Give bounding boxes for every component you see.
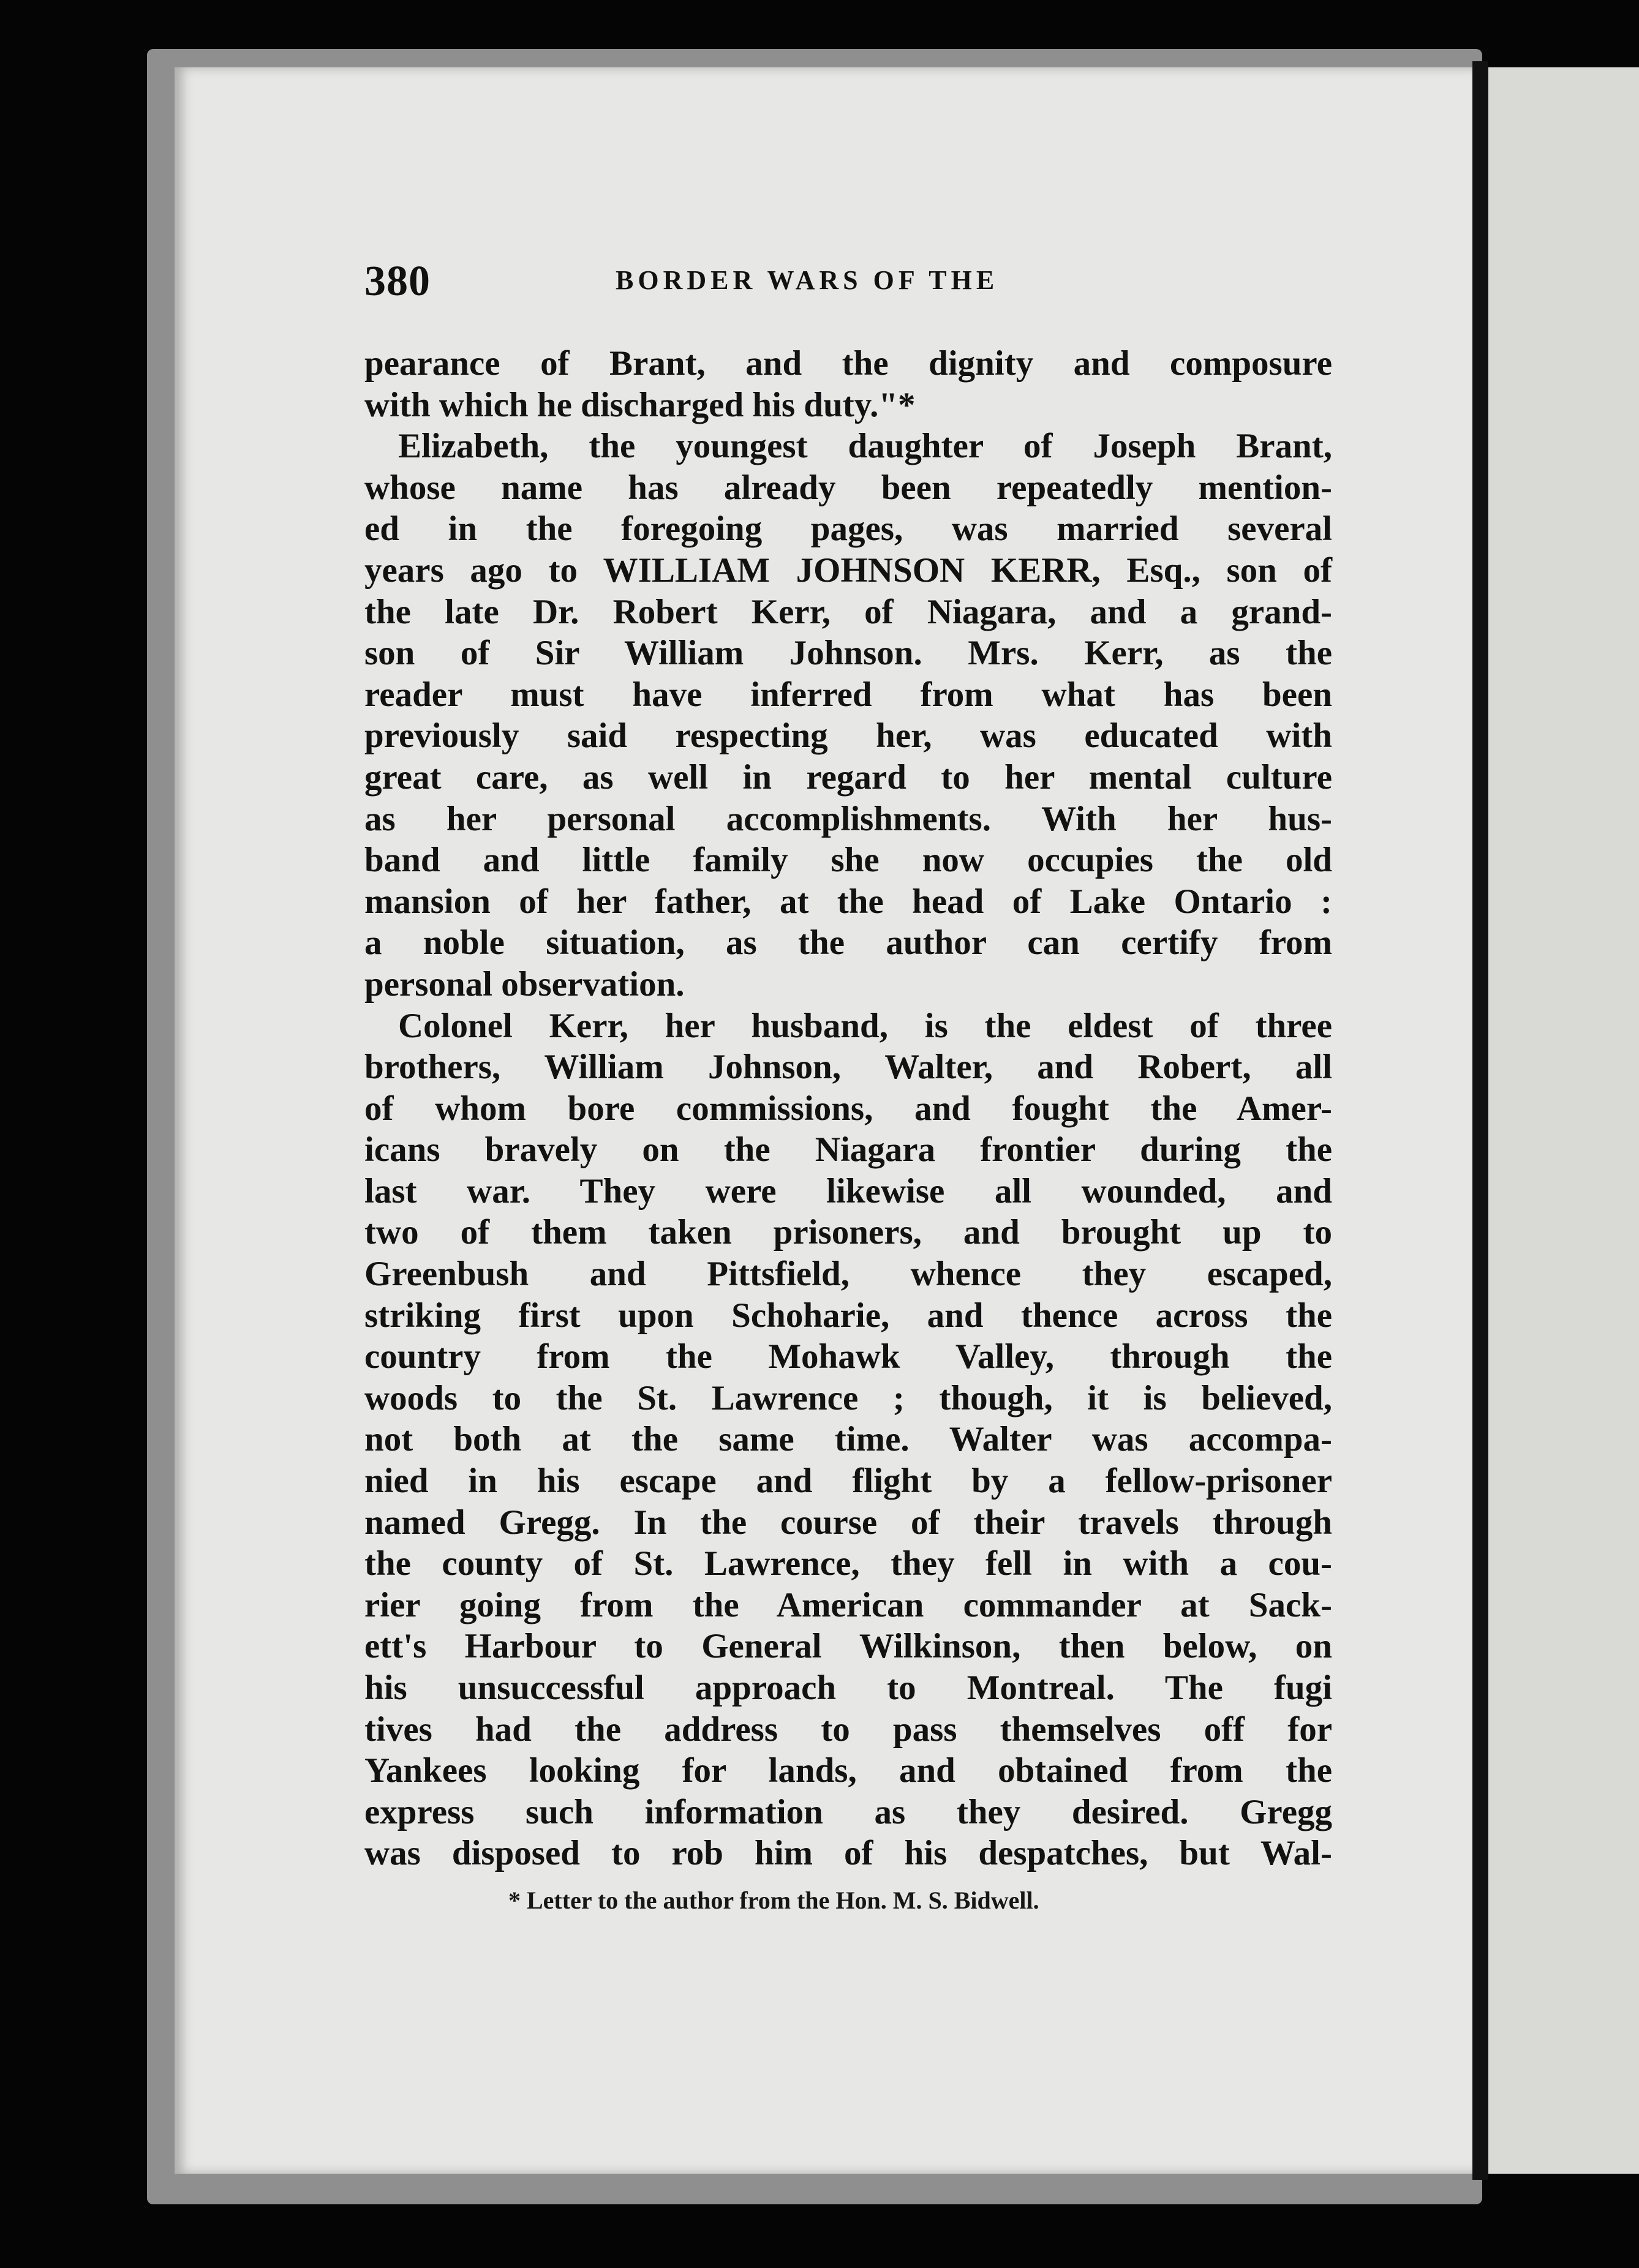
text-line: reader must have inferred from what has been — [364, 675, 1332, 714]
text-line: two of them taken prisoners, and brought up to — [364, 1213, 1332, 1252]
text-line: years ago to WILLIAM JOHNSON KERR, Esq., son of — [364, 550, 1332, 590]
text-line: Greenbush and Pittsfield, whence they escaped, — [364, 1255, 1332, 1294]
text-line: pearance of Brant, and the dignity and composure — [364, 344, 1332, 383]
text-line: striking first upon Schoharie, and thence across the — [364, 1296, 1332, 1335]
text-line: of whom bore commissions, and fought the Amer- — [364, 1089, 1332, 1128]
text-line: the late Dr. Robert Kerr, of Niagara, and a grand- — [364, 592, 1332, 631]
text-line: icans bravely on the Niagara frontier during the — [364, 1130, 1332, 1170]
book-gutter — [1472, 61, 1488, 2180]
text-line: ett's Harbour to General Wilkinson, then below, on — [364, 1627, 1332, 1666]
text-line: a noble situation, as the author can certify from — [364, 923, 1332, 963]
footnote: * Letter to the author from the Hon. M. S. Bidwell. — [508, 1887, 1039, 1914]
facing-page — [1487, 67, 1639, 2174]
text-line: rier going from the American commander at Sack- — [364, 1585, 1332, 1624]
text-line: express such information as they desired. Gregg — [364, 1792, 1332, 1831]
text-line: with which he discharged his duty."* — [364, 385, 916, 424]
text-line: named Gregg. In the course of their travels through — [364, 1503, 1332, 1542]
body-text — [364, 343, 1332, 1874]
text-line: Elizabeth, the youngest daughter of Joseph Brant, — [398, 427, 1332, 466]
text-line: band and little family she now occupies the old — [364, 841, 1332, 880]
text-line: as her personal accomplishments. With her hus- — [364, 799, 1332, 838]
text-line: Yankees looking for lands, and obtained from the — [364, 1751, 1332, 1790]
text-line: woods to the St. Lawrence ; though, it is believed, — [364, 1378, 1332, 1418]
text-line: Colonel Kerr, her husband, is the eldest of three — [398, 1006, 1332, 1045]
text-line: son of Sir William Johnson. Mrs. Kerr, as the — [364, 634, 1332, 673]
text-line: ed in the foregoing pages, was married several — [364, 509, 1332, 549]
text-line: his unsuccessful approach to Montreal. The fugi — [364, 1669, 1332, 1707]
text-line: the county of St. Lawrence, they fell in with a cou- — [364, 1544, 1332, 1583]
text-line: whose name has already been repeatedly mention- — [364, 468, 1332, 507]
text-line: nied in his escape and flight by a fellow-prisoner — [364, 1462, 1332, 1501]
text-line: previously said respecting her, was educated with — [364, 716, 1332, 756]
running-head: BORDER WARS OF THE — [616, 265, 999, 295]
page-number: 380 — [364, 258, 431, 305]
text-line: was disposed to rob him of his despatches, but Wal- — [364, 1834, 1332, 1873]
page-header — [364, 257, 1338, 312]
text-line: last war. They were likewise all wounded, and — [364, 1171, 1332, 1211]
text-line: mansion of her father, at the head of Lake Ontario : — [364, 882, 1332, 921]
text-line: country from the Mohawk Valley, through the — [364, 1337, 1332, 1376]
text-line: brothers, William Johnson, Walter, and Robert, all — [364, 1048, 1332, 1087]
text-line: great care, as well in regard to her mental culture — [364, 757, 1332, 797]
text-line: personal observation. — [364, 964, 685, 1004]
text-line: tives had the address to pass themselves off for — [364, 1710, 1332, 1749]
text-line: not both at the same time. Walter was accompa- — [364, 1420, 1332, 1459]
